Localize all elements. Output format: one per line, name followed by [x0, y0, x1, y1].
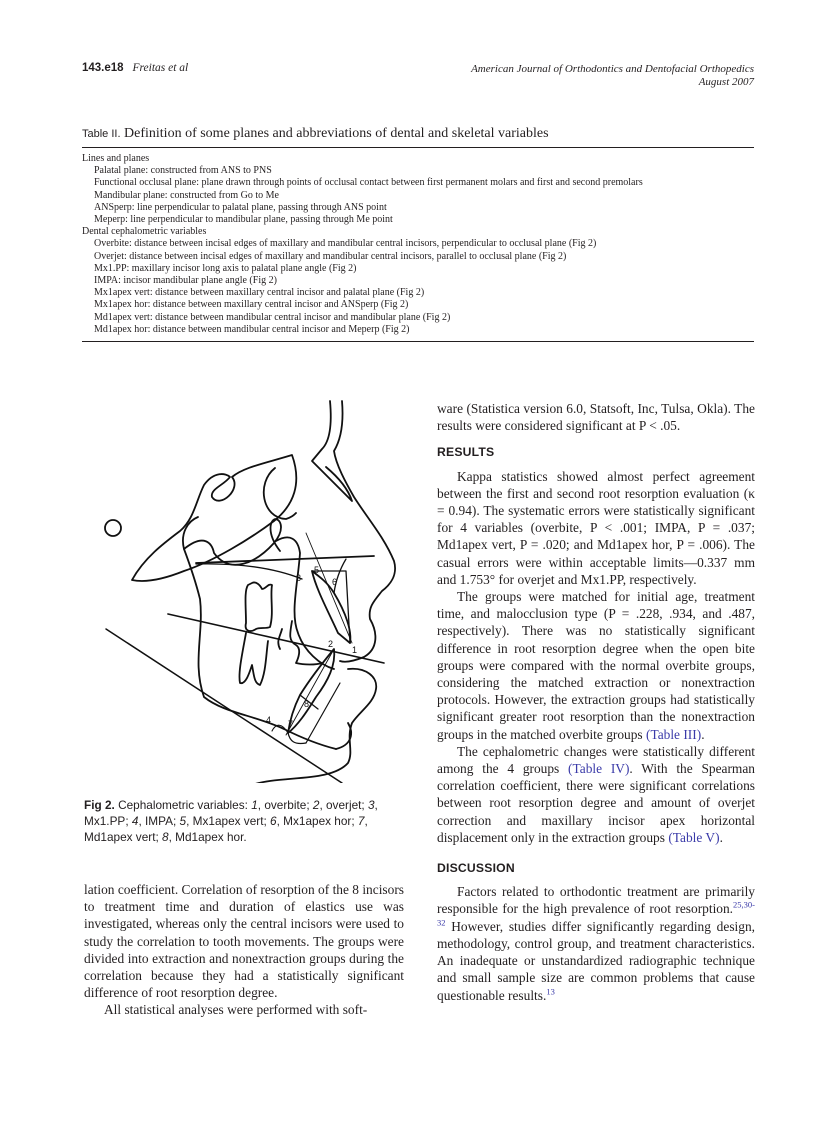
paragraph [437, 743, 755, 846]
table-row: Overjet: distance between incisal edges of maxillary and mandibular central incisors, parallel to occlusal plane (Fig 2) [94, 250, 567, 262]
table-row: Meperp: line perpendicular to mandibular plane, passing through Me point [94, 214, 393, 226]
caption-item-text: overjet [326, 798, 362, 812]
table-caption [82, 125, 754, 143]
reference-link[interactable]: 25,30-32 [437, 900, 755, 928]
table-title: Definition of some planes and abbreviations of dental and skeletal variables [124, 126, 549, 141]
paragraph-text: . [719, 829, 723, 845]
table-row: ANSperp: line perpendicular to palatal plane, passing through ANS point [94, 201, 387, 213]
caption-item-text: Mx1.PP [84, 814, 126, 828]
caption-item-num: 5 [179, 814, 187, 828]
figure-label-5: 5 [314, 565, 320, 575]
caption-item-text: overbite [264, 798, 307, 812]
table-row: Mandibular plane: constructed from Go to Me [94, 189, 279, 201]
paragraph [437, 588, 755, 743]
table-section-heading: Lines and planes [82, 153, 150, 164]
caption-item-num: 3 [367, 798, 375, 812]
paragraph-text: The cephalometric changes were statistically different among the 4 groups [437, 743, 755, 777]
table-row: Palatal plane: constructed from ANS to PNS [94, 165, 272, 177]
figure-label-1: 1 [352, 645, 358, 655]
caption-item-num: 8 [162, 830, 169, 844]
figure-label-8: 8 [304, 699, 310, 709]
caption-item-num: 2 [312, 798, 320, 812]
table-v-link[interactable]: (Table V) [668, 829, 720, 845]
caption-item-text: Mx1apex hor [283, 814, 352, 828]
paragraph [437, 883, 755, 1003]
table-top-rule [82, 147, 754, 148]
paragraph: Kappa statistics showed almost perfect agreement between the first and second root resorption evaluation (κ = 0.94). The systematic errors were statistically significant for 4 variables (overbite, P < .001; IMPA, P = .037; Md1apex vert, P = .020; and Md1apex hor, P = .006). The casual errors were within acceptable limits—0.337 mm and 1.753° for overjet and Mx1.PP, respectively. [437, 468, 755, 587]
table-bottom-rule [82, 341, 754, 342]
figure-label-3: 3 [296, 573, 302, 583]
table-label: Table II. [82, 128, 121, 140]
paragraph: lation coefficient. Correlation of resorption of the 8 incisors to treatment time and duration of elastics use was investigated, whereas only the central incisors were used to study the correlation to tooth movements. The groups were divided into extraction and nonextraction groups during the correlation because they had a statistically significant difference of root resorption degree. [84, 882, 404, 1001]
caption-item-num: 7 [357, 814, 365, 828]
figure-label-4: 4 [266, 715, 272, 725]
running-head-left [82, 62, 188, 74]
caption-item-text: IMPA [145, 814, 173, 828]
caption-item-text: Mx1apex vert [192, 814, 264, 828]
table-row: Md1apex hor: distance between mandibular central incisor and Meperp (Fig 2) [94, 323, 410, 335]
paragraph-text: However, studies differ significantly regarding design, methodology, control group, and treatment characteristics. An inadequate or unstandardized radiographic technique and small sample size are common problems that cause questionable results. [437, 918, 755, 1003]
table-iii-link[interactable]: (Table III) [646, 726, 702, 742]
paragraph-text: The groups were matched for initial age, treatment time, and malocclusion type (P = .228, .934, and .487, respectively). There was no statistically significant difference in root resorption degree when the open bite groups were compared with the normal overbite groups, considering the matched extraction or nonextraction protocols. However, the extraction groups had statistically significant greater root resorption than the nonextraction groups in the matched overbite groups [437, 589, 755, 742]
figure-label-6: 6 [332, 577, 338, 587]
paragraph-text: . [701, 726, 705, 742]
figure-label-7: 7 [288, 719, 294, 729]
caption-item-text: Md1apex hor [175, 830, 244, 844]
caption-item-num: 4 [131, 814, 139, 828]
issue-date: August 2007 [698, 76, 754, 88]
table-row: Overbite: distance between incisal edges of maxillary and mandibular central incisors, perpendicular to occlusal plane (Fig 2) [94, 238, 597, 250]
table-iv-link[interactable]: (Table IV) [568, 761, 630, 777]
caption-item-num: 1 [251, 798, 258, 812]
table-row: Mx1.PP: maxillary incisor long axis to palatal plane angle (Fig 2) [94, 262, 357, 274]
table-row: IMPA: incisor mandibular plane angle (Fig 2) [94, 275, 277, 287]
paragraph-text: . With the Spearman correlation coefficient, there were significant correlations between root resorption degree and amount of overjet correction and maxillary incisor apex horizontal displacement only in the extraction groups [437, 761, 755, 845]
cephalometric-tracing-illustration [84, 393, 414, 783]
table-ii [82, 125, 754, 342]
figure-label-2: 2 [328, 639, 334, 649]
table-row: Md1apex vert: distance between mandibular central incisor and mandibular plane (Fig 2) [94, 311, 451, 323]
right-column [437, 400, 755, 1004]
paragraph: ware (Statistica version 6.0, Statsoft, Inc, Tulsa, Okla). The results were considered significant at P < .05. [437, 401, 755, 434]
paragraph: All statistical analyses were performed with soft- [104, 1002, 368, 1018]
page-number: 143.e18 [82, 62, 124, 74]
section-heading-results: RESULTS [437, 445, 495, 460]
table-row: Mx1apex hor: distance between maxillary central incisor and ANSperp (Fig 2) [94, 299, 409, 311]
reference-link[interactable]: 13 [546, 986, 555, 997]
table-row: Functional occlusal plane: plane drawn through points of occlusal contact between first permanent molars and first and second premolars [94, 177, 643, 189]
running-head-authors: Freitas et al [132, 62, 189, 74]
running-head [82, 62, 754, 92]
table-section-heading: Dental cephalometric variables [82, 226, 207, 238]
caption-item-num: 6 [270, 814, 277, 828]
cephalometric-tracing-figure [84, 393, 414, 783]
section-heading-discussion: DISCUSSION [437, 861, 515, 876]
figure-caption-label: Fig 2. [84, 798, 115, 812]
running-head-right [471, 63, 754, 89]
figure-caption: Fig 2. Cephalometric variables: 1, overbite; 2, overjet; 3, Mx1.PP; 4, IMPA; 5, Mx1apex vert; 6, Mx1apex hor; 7, Md1apex vert; 8, Md1apex hor. [84, 798, 378, 844]
left-column [84, 881, 404, 1019]
caption-item-text: Md1apex vert [84, 830, 156, 844]
table-body [82, 153, 754, 336]
journal-name: American Journal of Orthodontics and Dentofacial Orthopedics [471, 63, 754, 75]
table-row: Mx1apex vert: distance between maxillary central incisor and palatal plane (Fig 2) [94, 287, 425, 299]
paragraph-text: Factors related to orthodontic treatment are primarily responsible for the high prevalence of root resorption. [437, 884, 755, 917]
figure-caption-intro: Cephalometric variables: [118, 798, 248, 812]
